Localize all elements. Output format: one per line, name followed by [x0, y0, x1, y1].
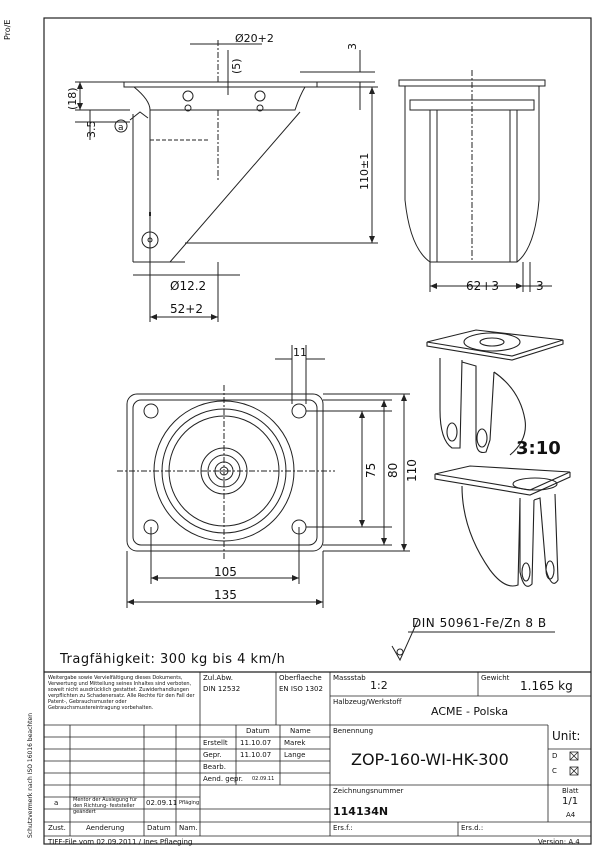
part-name: ZOP-160-WI-HK-300: [351, 750, 509, 769]
dim-80: 80: [386, 462, 400, 478]
blatt-label: Blatt: [562, 787, 579, 795]
scale-note: 3:10: [516, 438, 561, 459]
zust-label: Zust.: [48, 824, 66, 832]
dim-plate-thickness: 3: [346, 43, 359, 50]
company-name: ACME - Polska: [431, 705, 509, 718]
benennung-label: Benennung: [333, 727, 374, 735]
datum-label: Datum: [147, 824, 171, 832]
aend-date: 02.09.11: [252, 776, 275, 782]
side-label: Pro/E: [3, 19, 12, 40]
aend-gepr-label: Aend. gepr.: [203, 775, 243, 783]
unit-label: Unit:: [552, 729, 581, 743]
bearb-label: Bearb.: [203, 763, 226, 771]
side-view: [75, 40, 378, 322]
scale-value: 1:2: [370, 679, 388, 692]
dim-110: 110: [405, 459, 419, 482]
erstellt-label: Erstellt: [203, 739, 228, 747]
erstellt-date: 11.10.07: [240, 739, 272, 747]
gepr-label: Gepr.: [203, 751, 222, 759]
drawing-number: 114134N: [333, 805, 389, 818]
gepr-date: 11.10.07: [240, 751, 272, 759]
nam-label: Nam.: [179, 824, 198, 832]
copyright-notice: Weitergabe sowie Vervielfältigung dieses Dokuments, Verwertung und Mitteilung seines Inhaltes sind verboten, soweit nicht ausdrücklich gestattet. Zuwiderhandlungen verpflichten zu Schadenersatz. Alle Rechte für den Fall der Patent-, Gebrauchsmuster oder Gebrauchsmustereintragung vorbehalten.: [48, 675, 195, 711]
gepr-name: Lange: [284, 751, 306, 759]
dim-eighteen: (18): [66, 87, 79, 110]
col-date: Datum: [246, 727, 270, 735]
rev-text: Mentor der Auslegung für den Richtung- feststeller geändert: [73, 797, 138, 815]
rev-name: Pfläging: [179, 800, 200, 806]
format-value: A4: [566, 811, 576, 819]
dim-eleven: 11: [293, 346, 307, 359]
ers-d-label: Ers.d.:: [461, 824, 484, 832]
dim-bore: Ø20+2: [235, 32, 274, 45]
dim-135: 135: [214, 588, 237, 602]
blatt-value: 1/1: [562, 796, 579, 807]
dim-a-mark: a: [118, 123, 124, 133]
aenderung-label: Aenderung: [86, 824, 125, 832]
rev-date: 02.09.11: [146, 799, 178, 807]
capacity-note: Tragfähigkeit: 300 kg bis 4 km/h: [60, 652, 286, 667]
dim-right3: 3: [536, 279, 544, 293]
scale-label: Massstab: [333, 674, 366, 682]
standard-note: DIN 50961-Fe/Zn 8 B: [412, 616, 547, 630]
rev-index: a: [54, 799, 59, 807]
weight-value: 1.165 kg: [520, 679, 573, 693]
col-name: Name: [290, 727, 311, 735]
version-text: Version: A.4: [538, 838, 580, 846]
footer-text: TIFF-File vom 02.09.2011 / Ines Pflaeging: [48, 838, 193, 846]
weight-label: Gewicht: [481, 674, 510, 682]
unit-c: C: [552, 767, 557, 775]
dim-three-five: 3.5: [85, 120, 98, 138]
ers-f-label: Ers.f.:: [333, 824, 353, 832]
tolerance-label: Zul.Abw.: [203, 674, 233, 682]
iso-view-top: [427, 330, 563, 455]
iso-view-bottom: [435, 466, 570, 586]
surface-label: Oberflaeche: [279, 674, 322, 682]
dim-five: (5): [230, 58, 243, 74]
dim-105: 105: [214, 565, 237, 579]
dim-height: 110±1: [358, 152, 371, 190]
front-view: [399, 70, 552, 292]
erstellt-name: Marek: [284, 739, 306, 747]
material-label: Halbzeug/Werkstoff: [333, 698, 402, 706]
surface-value: EN ISO 1302: [279, 685, 323, 693]
drawing-number-label: Zeichnungsnummer: [333, 787, 404, 795]
tolerance-value: DIN 12532: [203, 685, 241, 693]
dim-offset: 52+2: [170, 302, 203, 316]
unit-d: D: [552, 752, 558, 760]
margin-protection-note: Schutzvermerk nach ISO 16016 beachten: [27, 712, 34, 838]
dim-75: 75: [364, 462, 378, 478]
dim-axle: Ø12.2: [170, 279, 207, 293]
dim-width: 62+3: [466, 279, 499, 293]
